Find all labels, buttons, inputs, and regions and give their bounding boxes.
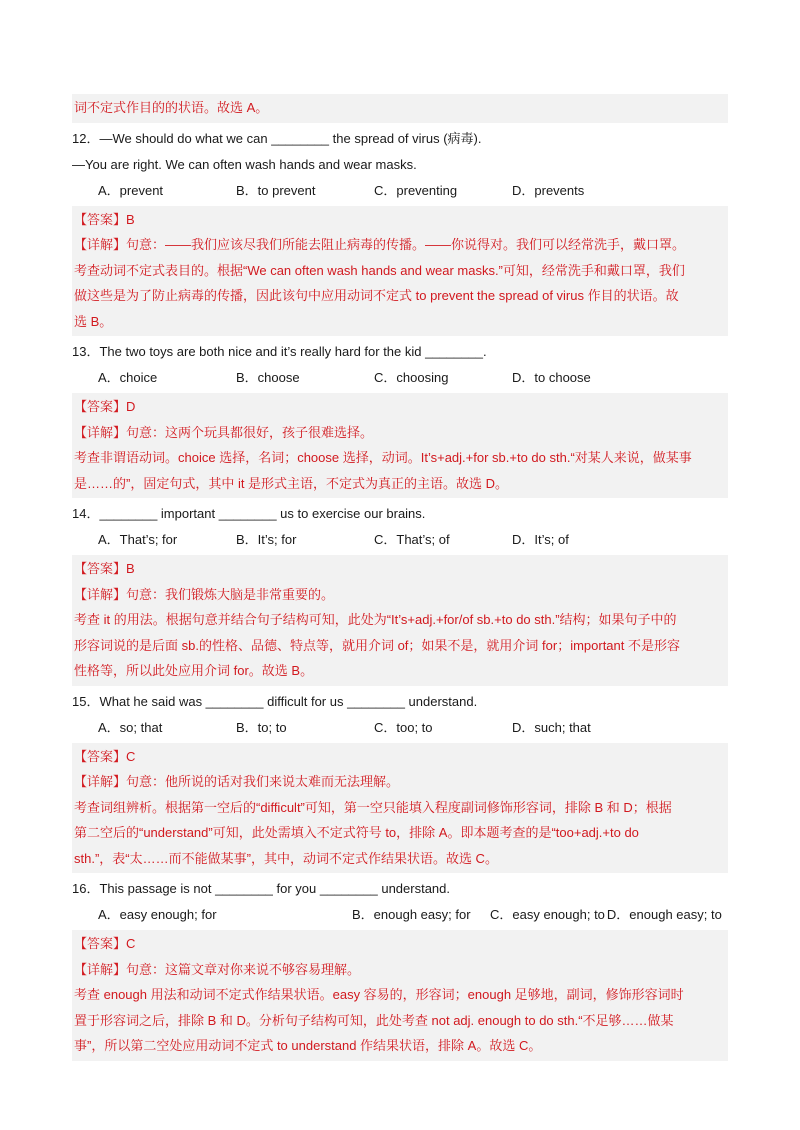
answer-label: 【答案】C (74, 936, 136, 951)
detail-line: 是……的”，固定句式，其中 it 是形式主语，不定式为真正的主语。故选 D。 (74, 475, 509, 491)
options-row (72, 527, 728, 553)
option-a: A．easy enough; for (98, 907, 217, 922)
detail-line: 考查词组辨析。根据第一空后的“difficult”可知，第一空只能填入程度副词修饰形容词，排除 B 和 D；根据 (74, 799, 672, 815)
answer-block (72, 743, 728, 874)
answer-block (72, 930, 728, 1061)
option-c: C．easy enough; to (490, 907, 605, 922)
option-c: C．preventing (374, 182, 458, 198)
options-row (72, 902, 728, 928)
options-row (72, 365, 728, 391)
question-stem: 14．________ important ________ us to exercise our brains. (72, 506, 426, 521)
question-13 (72, 339, 728, 498)
question-16 (72, 876, 728, 1061)
answer-block (72, 393, 728, 498)
question-stem: 13．The two toys are both nice and it’s really hard for the kid ________. (72, 344, 487, 359)
option-a: A．That’s; for (98, 532, 178, 547)
question-stem: 16．This passage is not ________ for you ________ understand. (72, 881, 450, 896)
option-c: C．That’s; of (374, 532, 450, 547)
detail-line: 【详解】句意：这两个玩具都很好，孩子很难选择。 (74, 424, 374, 440)
detail-line: 考查 it 的用法。根据句意并结合句子结构可知，此处为“It’s+adj.+for/of sb.+to do sth.”结构；如果句子中的 (74, 612, 677, 627)
detail-line: 词不定式作目的的状语。故选 A。 (74, 100, 269, 115)
option-b: B．to; to (236, 719, 287, 735)
option-c: C．choosing (374, 370, 449, 385)
option-b: B．choose (236, 370, 300, 385)
detail-line: 做这些是为了防止病毒的传播，因此该句中应用动词不定式 to prevent the spread of virus 作目的状语。故 (74, 288, 679, 303)
detail-line: 【详解】句意：他所说的话对我们来说太难而无法理解。 (74, 774, 400, 789)
document-page (72, 92, 728, 1064)
detail-line: sth.”，表“太……而不能做某事”，其中，动词不定式作结果状语。故选 C。 (74, 850, 498, 866)
answer-label: 【答案】C (74, 748, 136, 764)
option-b: B．It’s; for (236, 532, 297, 547)
answer-block-11-tail (72, 94, 728, 123)
answer-label: 【答案】B (74, 211, 135, 227)
question-15 (72, 689, 728, 874)
options-row (72, 715, 728, 741)
detail-line: 事”，所以第二空处应用动词不定式 to understand 作结果状语，排除 A。故选 C。 (74, 1038, 542, 1053)
option-c: C．too; to (374, 719, 433, 735)
option-d: D．to choose (512, 370, 591, 385)
option-a: A．choice (98, 370, 158, 385)
option-a: A．so; that (98, 719, 163, 735)
option-d: D．prevents (512, 182, 585, 198)
question-stem-continued: —You are right. We can often wash hands and wear masks. (72, 156, 417, 172)
option-d: D．such; that (512, 719, 591, 735)
answer-label: 【答案】B (74, 561, 135, 576)
detail-line: 考查动词不定式表目的。根据“We can often wash hands and wear masks.”可知，经常洗手和戴口罩，我们 (74, 262, 685, 278)
detail-line: 形容词说的是后面 sb.的性格、品德、特点等，就用介词 of；如果不是，就用介词 for；important 不是形容 (74, 637, 680, 653)
option-b: B．to prevent (236, 182, 316, 198)
detail-line: 第二空后的“understand”可知，此处需填入不定式符号 to，排除 A。即本题考查的是“too+adj.+to do (74, 825, 639, 840)
options-row (72, 178, 728, 204)
detail-line: 【详解】句意：这篇文章对你来说不够容易理解。 (74, 961, 361, 977)
detail-line: 考查非谓语动词。choice 选择，名词；choose 选择，动词。It’s+adj.+for sb.+to do sth.“对某人来说，做某事 (74, 450, 692, 465)
option-a: A．prevent (98, 182, 164, 198)
question-14 (72, 501, 728, 686)
detail-line: 考查 enough 用法和动词不定式作结果状语。easy 容易的，形容词；enough 足够地，副词，修饰形容词时 (74, 987, 684, 1002)
answer-block (72, 206, 728, 337)
question-stem: 12．—We should do what we can ________ the spread of virus (病毒). (72, 130, 482, 146)
answer-label: 【答案】D (74, 399, 136, 414)
detail-line: 置于形容词之后，排除 B 和 D。分析句子结构可知，此处考查 not adj. enough to do sth.“不足够……做某 (74, 1012, 674, 1028)
option-b: B．enough easy; for (352, 907, 471, 922)
detail-line: 【详解】句意：我们锻炼大脑是非常重要的。 (74, 586, 335, 602)
detail-line: 【详解】句意：——我们应该尽我们所能去阻止病毒的传播。——你说得对。我们可以经常洗手，戴口罩。 (74, 237, 686, 252)
option-d: D．It’s; of (512, 532, 569, 547)
answer-block (72, 555, 728, 686)
detail-line: 选 B。 (74, 313, 113, 329)
detail-line: 性格等，所以此处应用介词 for。故选 B。 (74, 663, 314, 678)
option-d: D．enough easy; to (606, 907, 722, 922)
question-12 (72, 126, 728, 337)
question-stem: 15．What he said was ________ difficult for us ________ understand. (72, 693, 478, 709)
